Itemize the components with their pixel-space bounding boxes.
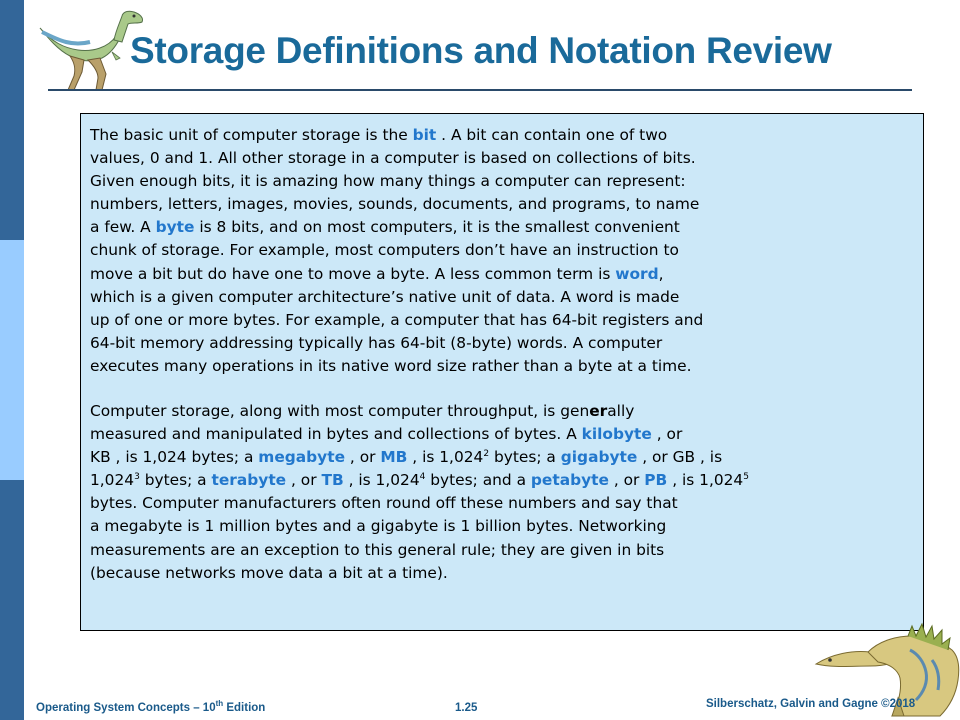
keyword-word: word <box>615 264 659 283</box>
left-sidebar-bar <box>0 0 24 720</box>
keyword-byte: byte <box>155 218 195 237</box>
paragraph-bit-byte-word: The basic unit of computer storage is the bit . A bit can contain one of two values, 0 and 1. All other storage in a computer is based on collections of bits. Given enough bits, it is amazing how many things a computer can represent: numbers, letters, images, movies, sounds, documents, and programs, to name a few. A byte is 8 bits, and on most computers, it is the smallest convenient chunk of storage. For example, most computers don’t have an instruction to move a bit but do have one to move a byte. A less common term is word, which is a given computer architecture’s native unit of data. A word is made up of one or more bytes. For example, a computer that has 64-bit registers and 64-bit memory addressing typically has 64-bit (8-byte) words. A computer executes many operations in its native word size rather than a byte at a time. <box>90 126 704 375</box>
keyword-mb: MB <box>380 448 408 467</box>
keyword-gigabyte: gigabyte <box>560 448 638 467</box>
slide-title: Storage Definitions and Notation Review <box>130 30 832 71</box>
keyword-terabyte: terabyte <box>211 471 287 490</box>
keyword-megabyte: megabyte <box>258 448 346 467</box>
footer-authors: Silberschatz, Galvin and Gagne ©2018 <box>706 698 916 710</box>
sidebar-segment-middle <box>0 240 24 480</box>
footer-book-title: Operating System Concepts – 10th Edition <box>36 699 266 714</box>
title-underline <box>48 89 912 91</box>
content-box <box>80 113 924 631</box>
keyword-petabyte: petabyte <box>530 471 609 490</box>
keyword-pb: PB <box>644 471 668 490</box>
paragraph-storage-units: Computer storage, along with most computer throughput, is generally measured and manipulated in bytes and collections of bytes. A kilobyte , or KB , is 1,024 bytes; a megabyte , or MB , is 1,024$^2$ bytes; a gigabyte , or GB , is 1,024$^3$ bytes; a terabyte , or TB , is 1,024$^4$ bytes; and a petabyte , or PB , is 1,024$^5$ bytes. Computer manufacturers often round off these numbers and say that a megabyte is 1 million bytes and a gigabyte is 1 billion bytes. Networking measurements are an exception to this general rule; they are given in bits (because networks move data a bit at a time). <box>90 402 749 582</box>
keyword-kilobyte: kilobyte <box>581 425 652 444</box>
keyword-bit: bit <box>412 126 437 144</box>
sidebar-segment-top <box>0 0 24 240</box>
sidebar-segment-bottom <box>0 480 24 720</box>
footer-page-number: 1.25 <box>455 702 478 714</box>
keyword-tb: TB <box>321 471 344 490</box>
